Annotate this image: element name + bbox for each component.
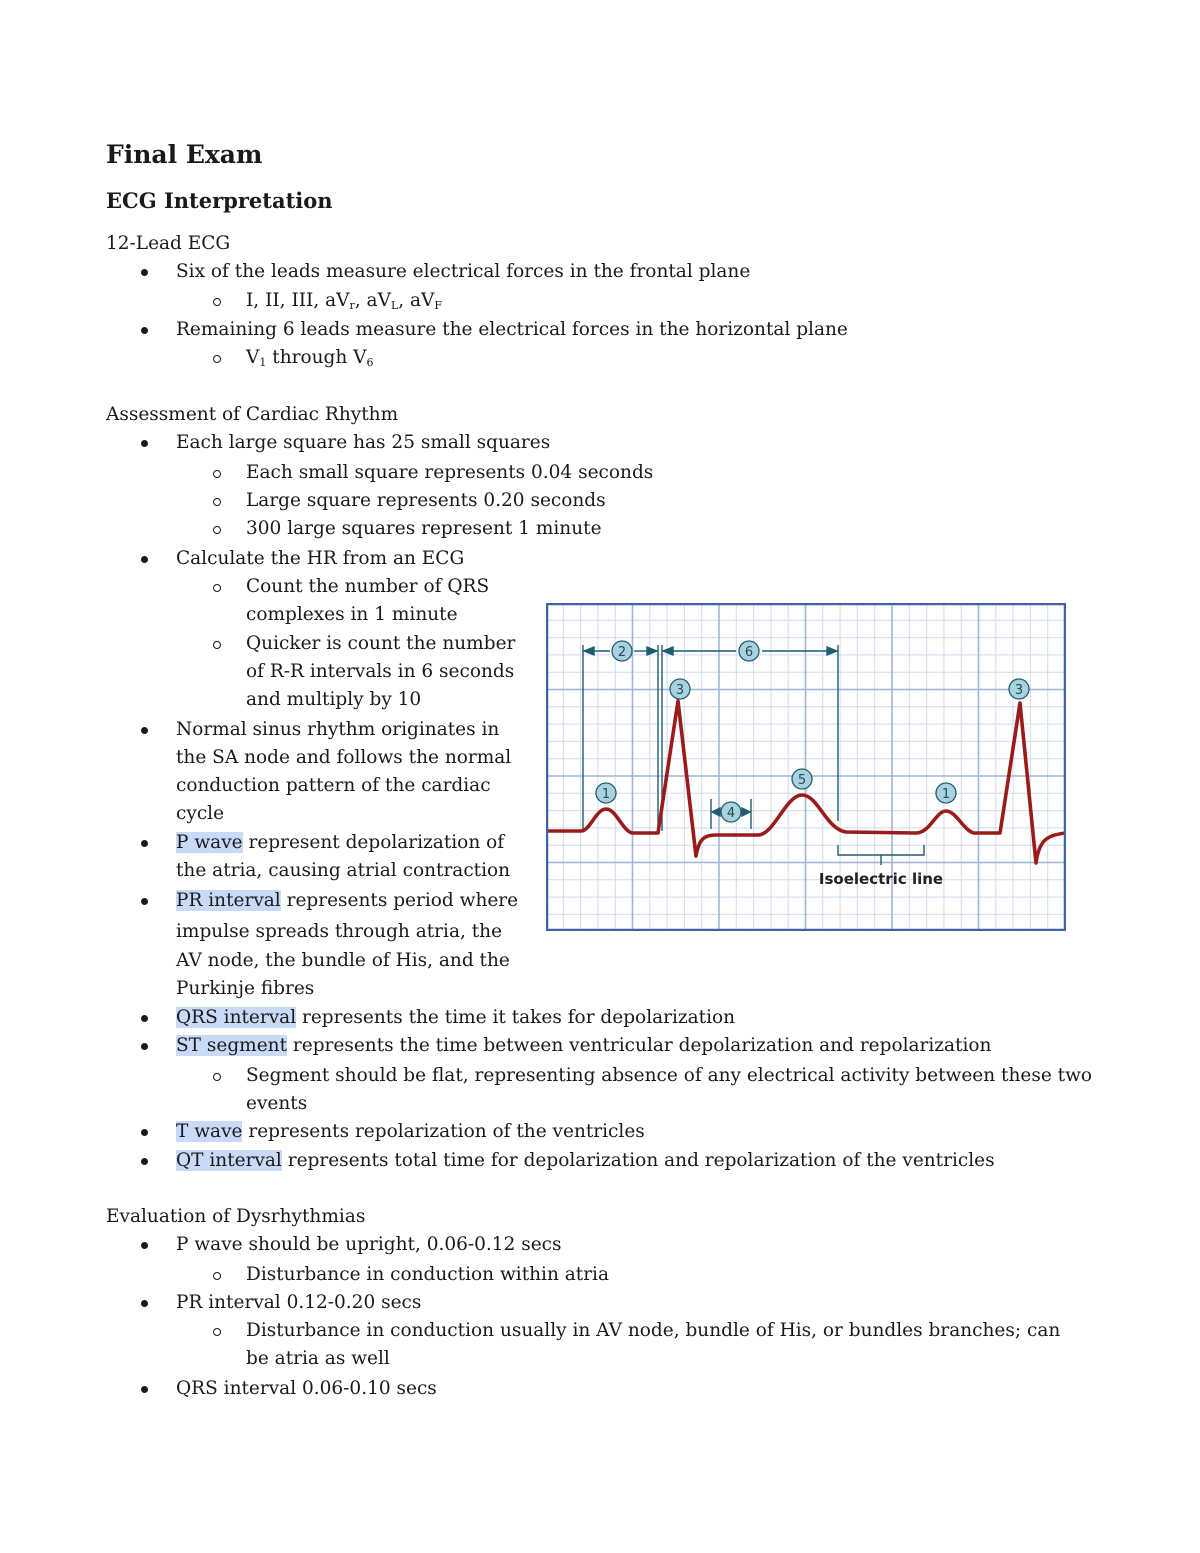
list-item: Calculate the HR from an ECG — [176, 545, 464, 573]
marker-label: 5 — [797, 773, 807, 788]
list-item: Each small square represents 0.04 seconds — [246, 459, 653, 487]
marker-label: 1 — [601, 787, 611, 802]
list-item-continuation: complexes in 1 minute — [246, 604, 458, 625]
list-item-continuation: the atria, causing atrial contraction — [176, 860, 511, 881]
list-item: Large square represents 0.20 seconds — [246, 487, 606, 515]
section-label-12-lead: 12-Lead ECG — [106, 233, 231, 254]
highlighted-term: QRS interval — [176, 1007, 297, 1028]
highlighted-term: QT interval — [176, 1150, 282, 1171]
highlighted-term: ST segment — [176, 1035, 288, 1056]
list-item: Disturbance in conduction usually in AV node, bundle of His, or bundles branches; can — [246, 1317, 1060, 1345]
highlighted-term: T wave — [176, 1121, 243, 1142]
marker-label: 1 — [941, 787, 951, 802]
marker-label: 2 — [617, 645, 627, 660]
section-heading: ECG Interpretation — [106, 188, 333, 213]
list-item-continuation: conduction pattern of the cardiac — [176, 775, 491, 796]
ecg-diagram — [546, 603, 1066, 931]
list-item: P wave should be upright, 0.06-0.12 secs — [176, 1231, 562, 1259]
list-item: I, II, III, $aV_r$, $aV_L$, $aV_F$ — [246, 287, 442, 320]
marker-label: 3 — [675, 683, 685, 698]
list-item: Quicker is count the number — [246, 630, 515, 658]
marker-label: 6 — [744, 645, 754, 660]
page-title: Final Exam — [106, 140, 263, 169]
list-item: Segment should be flat, representing absence of any electrical activity between these two — [246, 1062, 1092, 1090]
list-item: ST segment represents the time between ventricular depolarization and repolarization — [176, 1032, 991, 1060]
highlighted-term: P wave — [176, 832, 243, 853]
list-item-continuation: impulse spreads through atria, the — [176, 921, 503, 942]
marker-label: 4 — [726, 806, 736, 821]
list-item-continuation: events — [246, 1093, 308, 1114]
list-item: T wave represents repolarization of the ventricles — [176, 1118, 645, 1146]
list-item: Disturbance in conduction within atria — [246, 1261, 609, 1289]
list-item: PR interval 0.12-0.20 secs — [176, 1289, 421, 1317]
list-item: 300 large squares represent 1 minute — [246, 515, 602, 543]
list-item: Count the number of QRS — [246, 573, 489, 601]
list-item-continuation: AV node, the bundle of His, and the — [176, 950, 510, 971]
list-item: QRS interval 0.06-0.10 secs — [176, 1375, 437, 1403]
list-item: QT interval represents total time for depolarization and repolarization of the ventricles — [176, 1147, 995, 1175]
list-item: QRS interval represents the time it takes for depolarization — [176, 1004, 735, 1032]
isoelectric-label: Isoelectric line — [818, 870, 944, 888]
list-item: Each large square has 25 small squares — [176, 429, 550, 457]
list-item: Normal sinus rhythm originates in — [176, 716, 499, 744]
list-item: $V_1$ through $V_6$ — [246, 344, 374, 377]
list-item: Remaining 6 leads measure the electrical forces in the horizontal plane — [176, 316, 848, 344]
list-item-continuation: Purkinje fibres — [176, 978, 315, 999]
marker-label: 3 — [1014, 683, 1024, 698]
list-item: PR interval represents period where — [176, 887, 518, 915]
list-item-continuation: be atria as well — [246, 1348, 390, 1369]
highlighted-term: PR interval — [176, 890, 281, 911]
list-item-continuation: and multiply by 10 — [246, 689, 422, 710]
section-label-dysrhythmias: Evaluation of Dysrhythmias — [106, 1206, 366, 1227]
list-item: Six of the leads measure electrical forces in the frontal plane — [176, 258, 750, 286]
list-item-continuation: the SA node and follows the normal — [176, 747, 512, 768]
section-label-assessment: Assessment of Cardiac Rhythm — [106, 404, 399, 425]
list-item-continuation: cycle — [176, 803, 225, 824]
list-item-continuation: of R-R intervals in 6 seconds — [246, 661, 515, 682]
list-item: P wave represent depolarization of — [176, 829, 504, 857]
